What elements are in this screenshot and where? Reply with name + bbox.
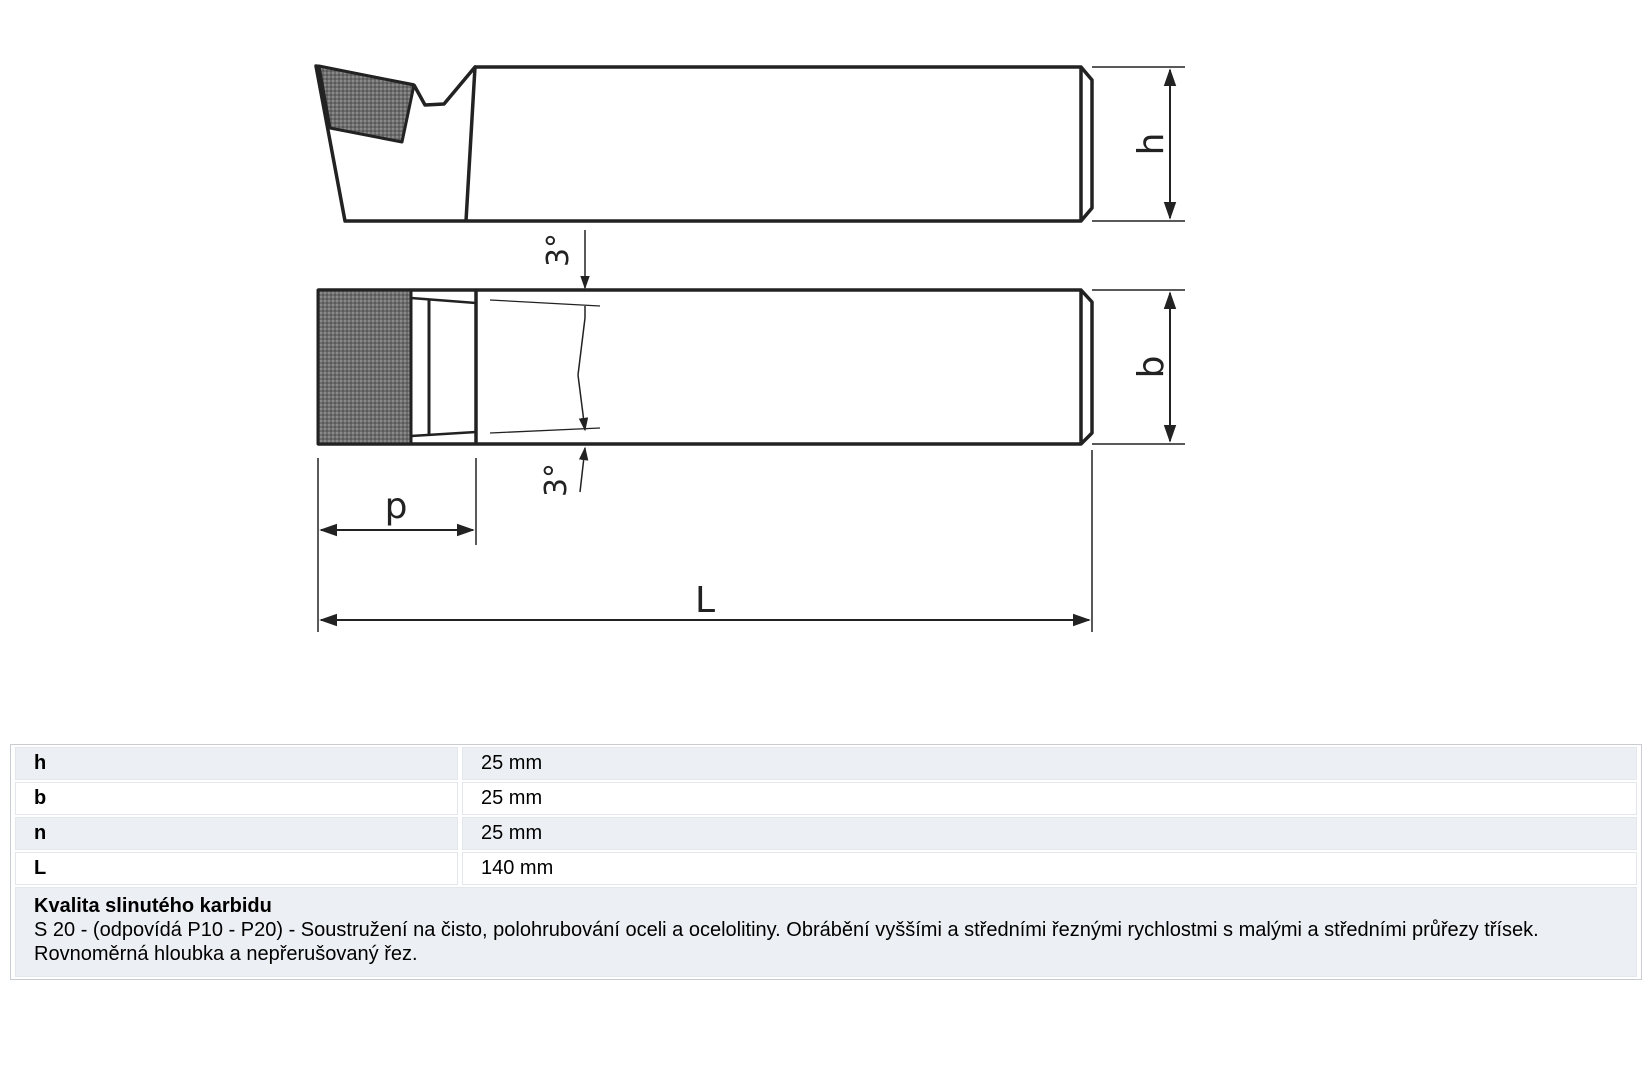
label-p: p: [384, 486, 408, 527]
param-name: h: [15, 747, 458, 780]
carbide-quality-title: Kvalita slinutého karbidu: [34, 895, 272, 917]
label-angle-top: 3°: [541, 232, 576, 268]
table-row: [15, 852, 1637, 885]
label-L: L: [694, 580, 716, 621]
angle-marks: [578, 230, 585, 492]
carbide-quality-cell: [15, 887, 1637, 977]
carbide-insert-side: [319, 66, 414, 142]
param-name: b: [15, 782, 458, 815]
carbide-quality-row: [15, 887, 1637, 977]
table-row: [15, 817, 1637, 850]
param-name: L: [15, 852, 458, 885]
param-value: 25 mm: [462, 747, 1637, 780]
param-value: 25 mm: [462, 817, 1637, 850]
label-b: b: [1131, 355, 1172, 379]
table-row: [15, 782, 1637, 815]
label-angle-bottom: 3°: [539, 462, 574, 498]
param-name: n: [15, 817, 458, 850]
side-view: [316, 66, 1092, 221]
carbide-insert-top: [318, 290, 411, 444]
carbide-quality-description: S 20 - (odpovídá P10 - P20) - Soustružení na čisto, polohrubování oceli a ocelolitiny. Obrábění vyššími a středními řeznými rychlostmi s malými a středními průřezy třísek. Rovnoměrná hloubka a nepřerušovaný řez.: [34, 919, 1539, 965]
top-view: [318, 290, 1092, 444]
param-value: 140 mm: [462, 852, 1637, 885]
param-value: 25 mm: [462, 782, 1637, 815]
specification-table: [10, 744, 1642, 980]
table-row: [15, 747, 1637, 780]
label-h: h: [1131, 132, 1172, 156]
